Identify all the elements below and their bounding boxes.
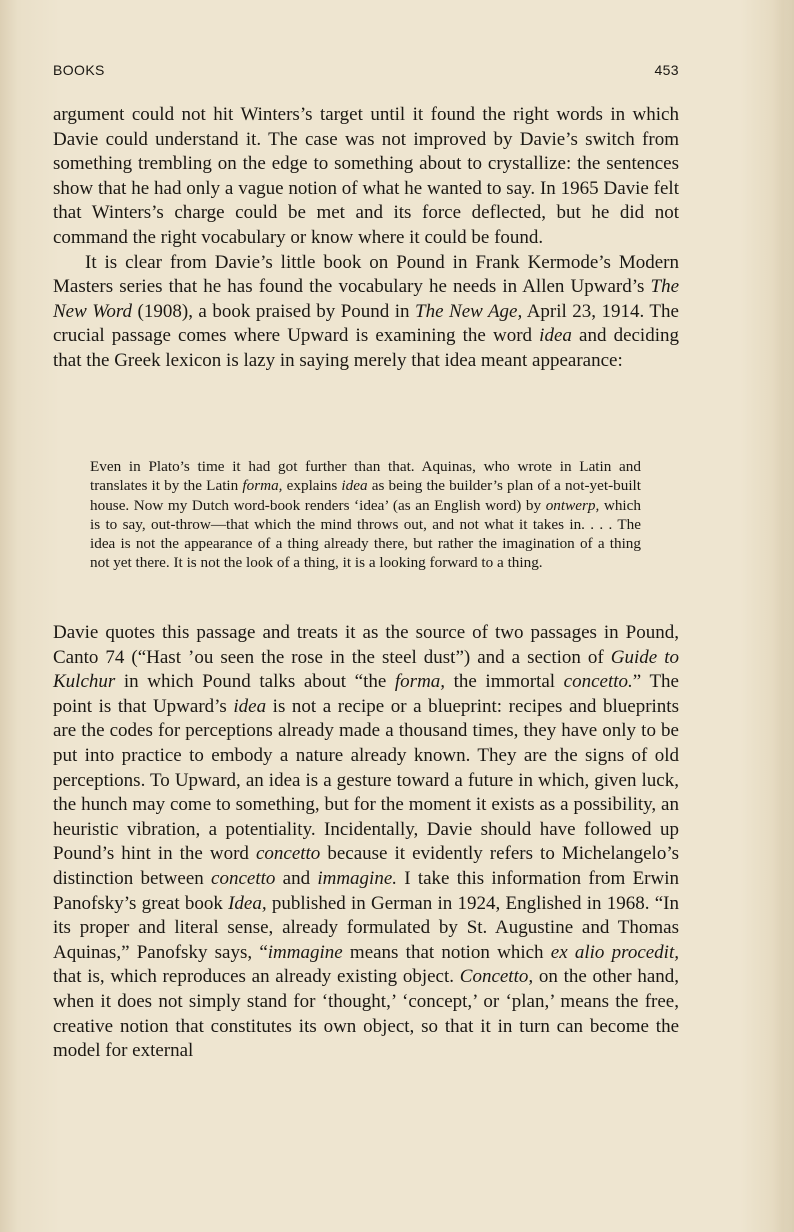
paragraph-text: because it evidently refers to Michelangelo’s distinction between xyxy=(53,843,679,889)
emphasis-word: concetto xyxy=(211,867,276,889)
paragraph-3 xyxy=(53,621,679,1064)
paragraph-text: that is, which reproduces an already existing object. xyxy=(53,966,460,988)
paragraph-text: is not a recipe or a blueprint: recipes and blueprints are the codes for perceptions already made a thousand times, they have only to be put into practice to embody a nature already known. They are the signs of old perceptions. To Upward, an idea is a gesture toward a future in which, given luck, the hunch may come to something, but for the moment it exists as a possibility, an heuristic vibration, a potentiality. Incidentally, Davie should have followed up Pound’s hint in the word xyxy=(53,695,679,865)
emphasis-word: concetto xyxy=(255,843,321,865)
running-head xyxy=(53,62,679,82)
emphasis-word: immagine xyxy=(267,941,343,963)
paragraph-text: on the other hand, when it does not simply stand for ‘thought,’ ‘concept,’ or ‘plan,’ means the free, creative notion that constitutes its own object, so that it in turn can become the model for external xyxy=(53,966,680,1062)
paragraph-2 xyxy=(53,251,679,374)
paragraph-text: and deciding that the Greek lexicon is lazy in saying merely that idea meant appearance: xyxy=(53,325,679,371)
quote-text: which is to say, out-throw—that which the mind throws out, and not what it takes in. . . . The idea is not the appearance of a thing already there, but rather the imagination of a thing not yet there. It is not the look of a thing, it is a looking forward to a thing. xyxy=(90,496,641,572)
book-title: Guide to Kulchur xyxy=(53,646,679,693)
paragraph-text: and xyxy=(275,867,318,889)
paragraph-text: means that notion which xyxy=(342,941,551,963)
paragraph-text: Davie quotes this passage and treats it as the source of two passages in Pound, Canto 74 (“Hast ’ou seen the rose in the steel dust”) and a section of xyxy=(53,622,679,668)
quote-text: as being the builder’s plan of a not-yet-built house. Now my Dutch word-book renders ‘idea’ (as an English word) by xyxy=(90,477,641,514)
quote-text: Even in Plato’s time it had got further than that. Aquinas, who wrote in Latin and translates it by the Latin xyxy=(90,458,641,495)
periodical-title: The New Age, xyxy=(415,300,523,322)
paragraph-1 xyxy=(53,103,679,251)
paragraph-text: in which Pound talks about “the xyxy=(115,671,395,693)
book-title: The New Word xyxy=(53,276,679,322)
latin-phrase: ex alio procedit, xyxy=(550,941,679,963)
emphasis-word: idea xyxy=(341,477,368,495)
quote-text: explains xyxy=(282,477,342,495)
paragraph-text: (1908), a book praised by Pound in xyxy=(132,300,416,322)
emphasis-word: idea xyxy=(539,325,572,347)
emphasis-word: idea xyxy=(233,695,267,717)
paragraph-text: I take this information from Erwin Panofsky’s great book xyxy=(53,867,679,914)
body-text-lower xyxy=(53,621,679,1064)
book-title: Idea, xyxy=(228,892,267,914)
page-edge xyxy=(784,0,794,1232)
section-title: BOOKS xyxy=(53,62,105,78)
emphasis-word: Concetto, xyxy=(459,966,534,988)
emphasis-word: concetto. xyxy=(563,671,633,693)
paragraph-text: April 23, 1914. The crucial passage comes where Upward is examining the word xyxy=(53,300,679,347)
block-quote xyxy=(90,457,641,573)
quote-paragraph xyxy=(90,457,641,573)
paragraph-text: argument could not hit Winters’s target until it found the right words in which Davie could understand it. The case was not improved by Davie’s switch from something trembling on the edge to something about to crystallize: the sentences show that he had only a vague notion of what he wanted to say. In 1965 Davie felt that Winters’s charge could be met and its force deflected, but he did not command the right vocabulary or know where it could be found. xyxy=(53,104,679,248)
paragraph-text: published in German in 1924, Englished in 1968. “In its proper and literal sense, already formulated by St. Augustine and Thomas Aquinas,” Panofsky says, “ xyxy=(53,892,679,963)
body-text-upper xyxy=(53,103,679,374)
page-number: 453 xyxy=(654,62,679,78)
emphasis-word: forma, xyxy=(394,671,446,693)
emphasis-word: immagine. xyxy=(317,867,398,889)
dutch-word: ontwerp, xyxy=(545,496,600,514)
latin-word: forma, xyxy=(242,477,283,495)
paragraph-text: ” The point is that Upward’s xyxy=(53,671,679,717)
paragraph-text: It is clear from Davie’s little book on Pound in Frank Kermode’s Modern Masters series that he has found the vocabulary he needs in Allen Upward’s xyxy=(53,251,679,298)
paragraph-text: the immortal xyxy=(445,671,564,693)
